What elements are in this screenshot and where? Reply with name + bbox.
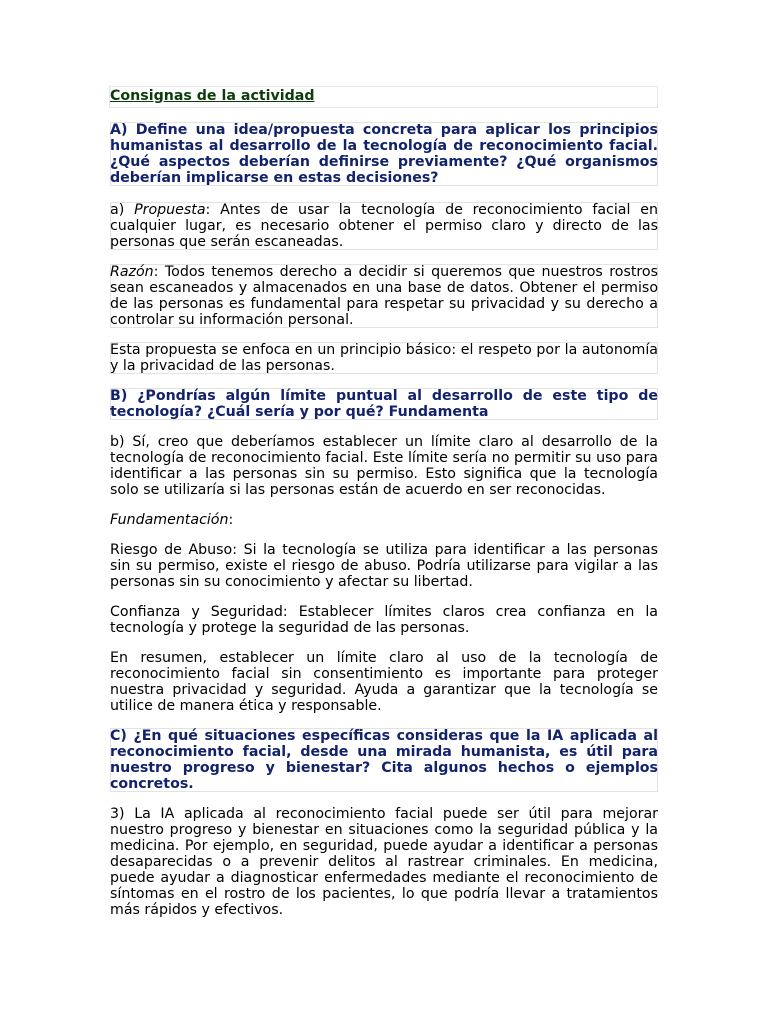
question-b: B) ¿Pondrías algún límite puntual al desarrollo de este tipo de tecnología? ¿Cuál sería y por qué? Fundamenta xyxy=(110,388,658,420)
document-content xyxy=(110,86,658,918)
question-c: C) ¿En qué situaciones específicas consideras que la IA aplicada al reconocimiento facial, desde una mirada humanista, es útil para nuestro progreso y bienestar? Cita algunos hechos o ejemplos concretos. xyxy=(110,728,658,792)
razon-label: Razón xyxy=(110,264,154,280)
question-a: A) Define una idea/propuesta concreta para aplicar los principios humanistas al desarrollo de la tecnología de reconocimiento facial. ¿Qué aspectos deberían definirse previamente? ¿Qué organismos deberían implicarse en estas decisiones? xyxy=(110,122,658,186)
propuesta-label: Propuesta xyxy=(134,202,206,218)
resumen-paragraph: En resumen, establecer un límite claro al uso de la tecnología de reconocimiento facial sin consentimiento es importante para proteger nuestra privacidad y seguridad. Ayuda a garantizar que la tecnología se utilice de manera ética y responsable. xyxy=(110,650,658,714)
answer-c-text: 3) La IA aplicada al reconocimiento facial puede ser útil para mejorar nuestro progreso y bienestar en situaciones como la seguridad pública y la medicina. Por ejemplo, en seguridad, puede ayudar a identificar a personas desaparecidas o a prevenir delitos al rastrear criminales. En medicina, puede ayudar a diagnosticar enfermedades mediante el reconocimiento de síntomas en el rostro de los pacientes, lo que podría llevar a tratamientos más rápidos y efectivos. xyxy=(110,806,658,918)
answer-a-propuesta xyxy=(110,202,658,250)
fundamentacion-heading xyxy=(110,512,658,528)
answer-a-text: : Antes de usar la tecnología de reconocimiento facial en cualquier lugar, es necesario obtener el permiso claro y directo de las personas que serán escaneadas. xyxy=(110,202,658,250)
page-title: Consignas de la actividad xyxy=(110,88,315,104)
answer-b-text: b) Sí, creo que deberíamos establecer un límite claro al desarrollo de la tecnología de reconocimiento facial. Este límite sería no permitir su uso para identificar a las personas sin su permiso. Esto significa que la tecnología solo se utilizaría si las personas están de acuerdo en ser reconocidas. xyxy=(110,434,658,498)
riesgo-paragraph: Riesgo de Abuso: Si la tecnología se utiliza para identificar a las personas sin su permiso, existe el riesgo de abuso. Podría utilizarse para vigilar a las personas sin su conocimiento y afectar su libertad. xyxy=(110,542,658,590)
confianza-paragraph: Confianza y Seguridad: Establecer límites claros crea confianza en la tecnología y protege la seguridad de las personas. xyxy=(110,604,658,636)
answer-a-razon xyxy=(110,264,658,328)
title-row xyxy=(109,86,658,108)
razon-text: : Todos tenemos derecho a decidir si queremos que nuestros rostros sean escaneados y almacenados en una base de datos. Obtener el permiso de las personas es fundamental para respetar su privacidad y su derecho a controlar su información personal. xyxy=(110,264,658,328)
answer-a-summary: Esta propuesta se enfoca en un principio básico: el respeto por la autonomía y la privacidad de las personas. xyxy=(110,342,658,374)
fundamentacion-label: Fundamentación xyxy=(110,512,229,528)
answer-a-prefix: a) xyxy=(110,202,135,218)
fundamentacion-colon: : xyxy=(228,512,234,528)
